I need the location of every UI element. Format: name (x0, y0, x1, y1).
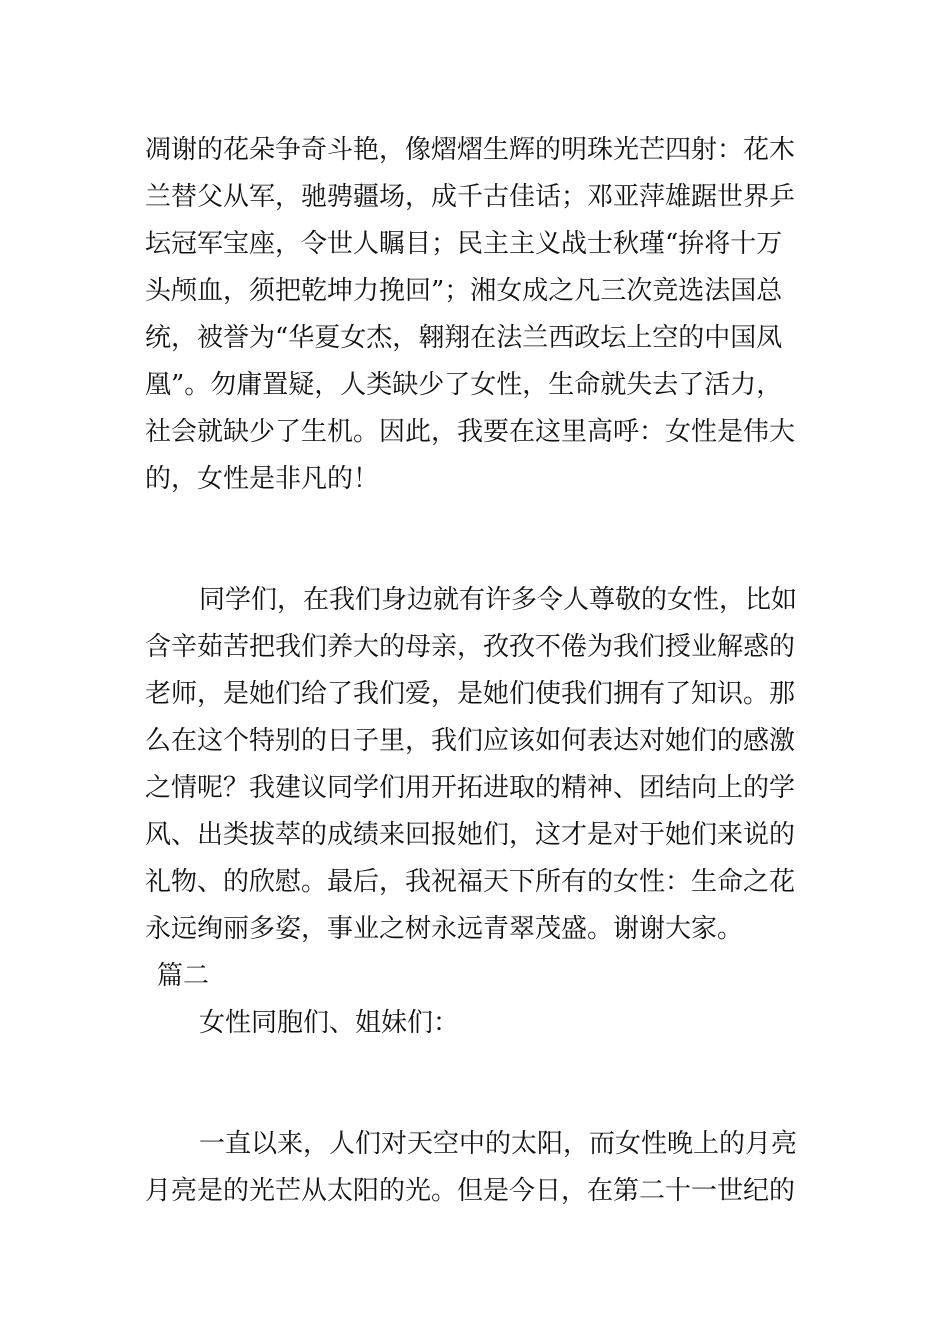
paragraph-line: 凰”。勿庸置疑，人类缺少了女性，生命就失去了活力， (145, 370, 783, 400)
paragraph-line: 一直以来，人们对天空中的太阳，而女性晚上的月亮 (199, 1129, 798, 1159)
paragraph-line: 月亮是的光芒从太阳的光。但是今日，在第二十一世纪的 (145, 1176, 796, 1206)
paragraph-line: 么在这个特别的日子里，我们应该如何表达对她们的感激 (145, 726, 796, 756)
section-heading: 篇二 (157, 961, 210, 991)
paragraph-line: 坛冠军宝座，令世人瞩目；民主主义战士秋瑾“拚将十万 (145, 229, 783, 259)
paragraph-line: 之情呢？我建议同学们用开拓进取的精神、团结向上的学 (145, 773, 796, 803)
paragraph-line: 永远绚丽多姿，事业之树永远青翠茂盛。谢谢大家。 (145, 914, 744, 944)
paragraph-line: 头颅血，须把乾坤力挽回”；湘女成之凡三次竞选法国总 (145, 276, 783, 306)
paragraph-line: 风、出类拔萃的成绩来回报她们，这才是对于她们来说的 (145, 820, 796, 850)
paragraph-line: 礼物、的欣慰。最后，我祝福天下所有的女性：生命之花 (145, 867, 796, 897)
paragraph-line: 社会就缺少了生机。因此，我要在这里高呼：女性是伟大 (145, 417, 796, 447)
paragraph-line: 含辛茹苦把我们养大的母亲，孜孜不倦为我们授业解惑的 (145, 632, 796, 662)
paragraph-line: 的，女性是非凡的！ (145, 464, 380, 494)
paragraph-line: 同学们，在我们身边就有许多令人尊敬的女性，比如 (199, 585, 798, 615)
paragraph-line: 统，被誉为“华夏女杰，翱翔在法兰西政坛上空的中国凤 (145, 323, 783, 353)
paragraph-line: 兰替父从军，驰骋疆场，成千古佳话；邓亚萍雄踞世界乒 (145, 182, 796, 212)
paragraph-line: 凋谢的花朵争奇斗艳，像熠熠生辉的明珠光芒四射：花木 (145, 135, 796, 165)
paragraph-line: 老师，是她们给了我们爱，是她们使我们拥有了知识。那 (145, 679, 796, 709)
salutation: 女性同胞们、姐妹们： (199, 1008, 460, 1038)
